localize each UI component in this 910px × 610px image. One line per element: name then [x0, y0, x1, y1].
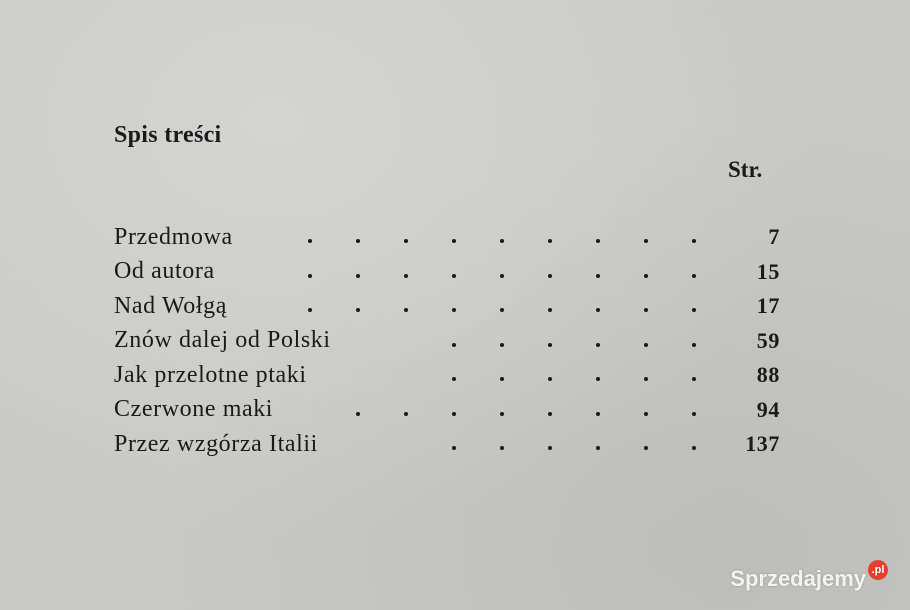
toc-entry-page: 17	[756, 293, 780, 319]
leader-dot	[596, 377, 600, 381]
leader-dot	[452, 343, 456, 347]
leader-dot	[452, 446, 456, 450]
toc-entry-page: 137	[745, 431, 780, 457]
leader-dot	[500, 377, 504, 381]
leader-dot	[644, 274, 648, 278]
toc-entry-page: 59	[756, 327, 780, 353]
leader-dot	[548, 377, 552, 381]
leader-dot	[596, 308, 600, 312]
toc-entry-label: Przez wzgórza Italii	[114, 430, 318, 457]
toc-entry-label: Od autora	[114, 258, 215, 285]
leader-dot	[692, 377, 696, 381]
leader-dot	[692, 239, 696, 243]
toc-entry-label: Znów dalej od Polski	[114, 327, 331, 354]
leader-dot	[356, 274, 360, 278]
leader-dot	[452, 377, 456, 381]
toc-title: Spis treści	[114, 122, 222, 148]
leader-dot	[548, 446, 552, 450]
toc-entry	[108, 393, 784, 428]
leader-dot	[548, 239, 552, 243]
toc-entry	[108, 220, 784, 255]
leader-dot	[404, 239, 408, 243]
toc-entry	[108, 289, 784, 324]
leader-dot	[692, 343, 696, 347]
leader-dot	[548, 343, 552, 347]
leader-dot	[500, 446, 504, 450]
leader-dot	[308, 239, 312, 243]
toc-entry-label: Czerwone maki	[114, 396, 274, 423]
leader-dot	[596, 274, 600, 278]
watermark-badge: .pl	[868, 560, 888, 580]
leader-dot	[692, 412, 696, 416]
toc-entry-page: 94	[756, 396, 780, 422]
leader-dot	[500, 308, 504, 312]
leader-dot	[644, 308, 648, 312]
leader-dot	[548, 274, 552, 278]
toc-entry	[108, 427, 784, 462]
leader-dot	[404, 308, 408, 312]
toc-entry	[108, 255, 784, 290]
toc-list	[108, 220, 784, 462]
leader-dot	[644, 412, 648, 416]
leader-dot	[644, 239, 648, 243]
leader-dot	[404, 274, 408, 278]
watermark-logo	[730, 566, 888, 592]
leader-dot	[356, 308, 360, 312]
leader-dot	[404, 412, 408, 416]
leader-dot	[692, 308, 696, 312]
leader-dot	[308, 274, 312, 278]
leader-dot	[356, 239, 360, 243]
leader-dot	[644, 446, 648, 450]
leader-dot	[500, 343, 504, 347]
leader-dot	[500, 412, 504, 416]
leader-dot	[548, 308, 552, 312]
leader-dot	[308, 308, 312, 312]
leader-dot	[356, 412, 360, 416]
toc-entry-label: Jak przelotne ptaki	[114, 361, 307, 388]
leader-dot	[596, 239, 600, 243]
leader-dot	[500, 274, 504, 278]
leader-dot	[596, 446, 600, 450]
toc-entry	[108, 358, 784, 393]
leader-dot	[452, 239, 456, 243]
toc-entry-page: 88	[756, 362, 780, 388]
toc-entry-page: 7	[768, 224, 780, 250]
toc-entry-page: 15	[756, 258, 780, 284]
leader-dot	[548, 412, 552, 416]
leader-dot	[692, 274, 696, 278]
toc-entry-label: Nad Wołgą	[114, 292, 228, 319]
leader-dot	[452, 308, 456, 312]
leader-dot	[596, 412, 600, 416]
leader-dot	[452, 412, 456, 416]
leader-dot	[644, 377, 648, 381]
leader-dot	[500, 239, 504, 243]
leader-dot	[692, 446, 696, 450]
toc-entry	[108, 324, 784, 359]
leader-dot	[644, 343, 648, 347]
leader-dot	[452, 274, 456, 278]
page-column-header: Str.	[728, 157, 763, 182]
leader-dot	[596, 343, 600, 347]
toc-entry-label: Przedmowa	[114, 223, 233, 250]
watermark-text: Sprzedajemy	[730, 566, 866, 591]
